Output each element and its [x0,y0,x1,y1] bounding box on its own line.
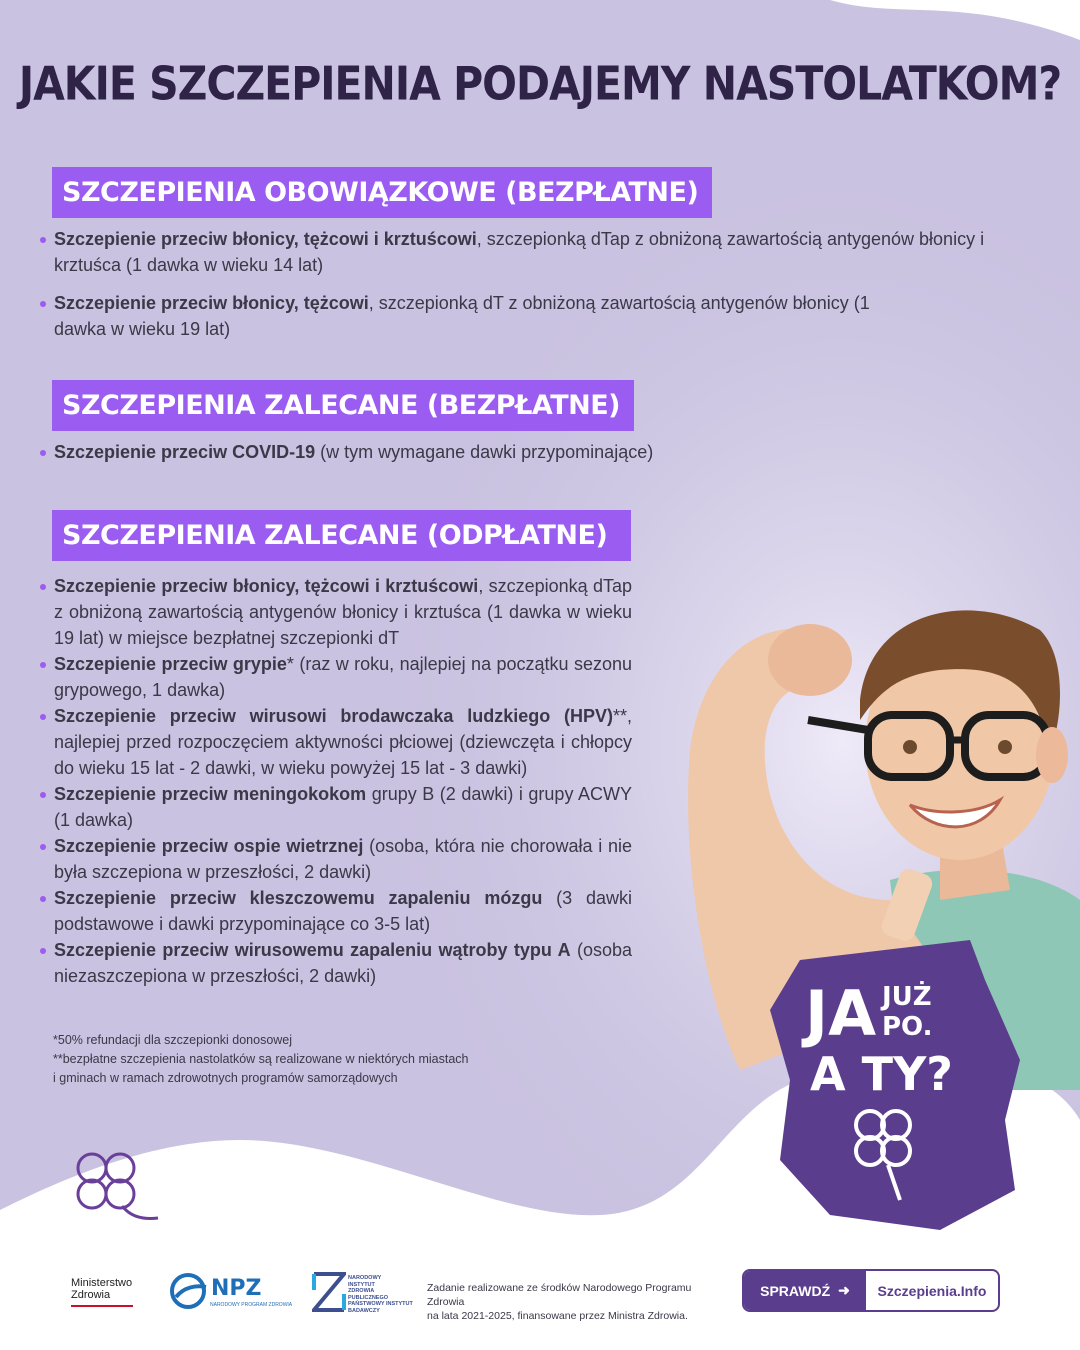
item-text: , szczepionką dT z obniżoną zawartością antygenów błonicy (1 dawka w wieku 19 lat) [54,293,870,339]
section-heading-recommended-free: SZCZEPIENIA ZALECANE (BEZPŁATNE) [52,380,634,431]
website-link[interactable]: Szczepienia.Info [877,1282,987,1299]
badge-po: PO. [882,1012,933,1042]
item-bold: Szczepienie przeciw ospie wietrznej [54,836,364,856]
item-bold: Szczepienie przeciw grypie [54,654,287,674]
nizp-logo-icon [312,1272,346,1312]
npz-logo-icon [170,1273,210,1309]
item-bold: Szczepienie przeciw wirusowi brodawczaka ludzkiego (HPV) [54,706,613,726]
ministry-flag-bar [71,1305,133,1307]
npz-logo-text: NPZ [211,1276,262,1301]
nizp-line: BADAWCZY [348,1307,380,1314]
list-item [38,703,632,781]
section-heading-recommended-paid: SZCZEPIENIA ZALECANE (ODPŁATNE) [52,510,631,561]
footnotes [53,1031,469,1088]
item-text: , szczepionką dTap z obniżoną zawartością antygenów błonicy i krztuśca (1 dawka w wieku 14 lat) [54,229,985,275]
list-item [38,651,632,703]
recommended-paid-list [38,573,632,989]
recommended-free-list [38,439,938,465]
list-item [38,290,1018,342]
footnote: **bezpłatne szczepienia nastolatków są realizowane w niektórych miastach [53,1052,469,1066]
nizp-line: INSTYTUT [348,1281,375,1288]
badge-ja: JA [805,977,877,1050]
item-text: (w tym wymagane dawki przypominające) [315,442,654,462]
item-bold: Szczepienie przeciw meningokokom [54,784,367,804]
clover-icon [70,1150,160,1225]
footnote: *50% refundacji dla szczepionki donosowej [53,1033,293,1047]
nizp-line: ZDROWIA [348,1288,375,1294]
ministry-name-line1: Ministerstwo [71,1277,133,1289]
item-bold: Szczepienie przeciw COVID-19 [54,442,316,462]
item-text: **, najlepiej przed rozpoczęciem aktywności płciowej (dziewczęta i chłopcy do wieku 15 lat - 2 dawki, w wieku powyżej 15 lat - 3 dawki) [54,706,632,778]
item-text: (osoba niezaszczepiona w przeszłości, 2 dawki) [54,940,632,986]
item-text: , szczepionką dTap z obniżoną zawartością antygenów błonicy i krztuśca (1 dawka w wieku 19 lat) w miejsce bezpłatnej szczepionki dT [54,576,633,648]
item-text: * (raz w roku, najlepiej na początku sezonu grypowego, 1 dawka) [54,654,632,700]
campaign-badge [770,940,1020,1230]
page-title: JAKIE SZCZEPIENIA PODAJEMY NASTOLATKOM? [18,57,1062,111]
nizp-line: PAŃSTWOWY INSTYTUT [348,1301,413,1307]
item-text: (3 dawki podstawowe i dawki przypominające co 3-5 lat) [54,888,632,934]
list-item [38,573,632,651]
list-item [38,439,938,465]
badge-juz: JUŻ [882,982,932,1012]
section-heading-mandatory: SZCZEPIENIA OBOWIĄZKOWE (BEZPŁATNE) [52,167,712,218]
nizp-line: PUBLICZNEGO [348,1294,389,1301]
item-bold: Szczepienie przeciw błonicy, tężcowi [54,293,369,313]
ministry-name-line2: Zdrowia [71,1289,111,1301]
nizp-line: NARODOWY [348,1275,382,1281]
arrow-right-icon: ➜ [838,1282,850,1298]
funding-line: na lata 2021-2025, finansowane przez Ministra Zdrowia. [427,1310,688,1322]
funding-note [427,1281,727,1323]
item-text: (osoba, która nie chorowała i nie była szczepiona w przeszłości, 2 dawki) [54,836,632,882]
badge-a-ty: A TY? [810,1047,953,1101]
list-item [38,937,632,989]
footnote: i gminach w ramach zdrowotnych programów samorządowych [53,1071,398,1085]
item-text: grupy B (2 dawki) i grupy ACWY (1 dawka) [54,784,632,830]
check-button-label: SPRAWDŹ [760,1282,831,1299]
list-item [38,885,632,937]
cta-box[interactable] [742,1269,1000,1312]
npz-logo-subtitle: NARODOWY PROGRAM ZDROWIA [210,1302,293,1308]
list-item [38,781,632,833]
ministry-logo [71,1277,133,1307]
item-bold: Szczepienie przeciw błonicy, tężcowi i krztuścowi [54,229,477,249]
list-item [38,833,632,885]
nizp-logo-text [348,1275,413,1314]
item-bold: Szczepienie przeciw kleszczowemu zapaleniu mózgu [54,888,543,908]
funding-line: Zadanie realizowane ze środków Narodowego Programu Zdrowia [427,1282,692,1308]
list-item [38,226,1018,278]
check-button[interactable] [744,1271,866,1310]
item-bold: Szczepienie przeciw wirusowemu zapaleniu wątroby typu A [54,940,571,960]
mandatory-list [38,226,1018,342]
item-bold: Szczepienie przeciw błonicy, tężcowi i krztuścowi [54,576,479,596]
